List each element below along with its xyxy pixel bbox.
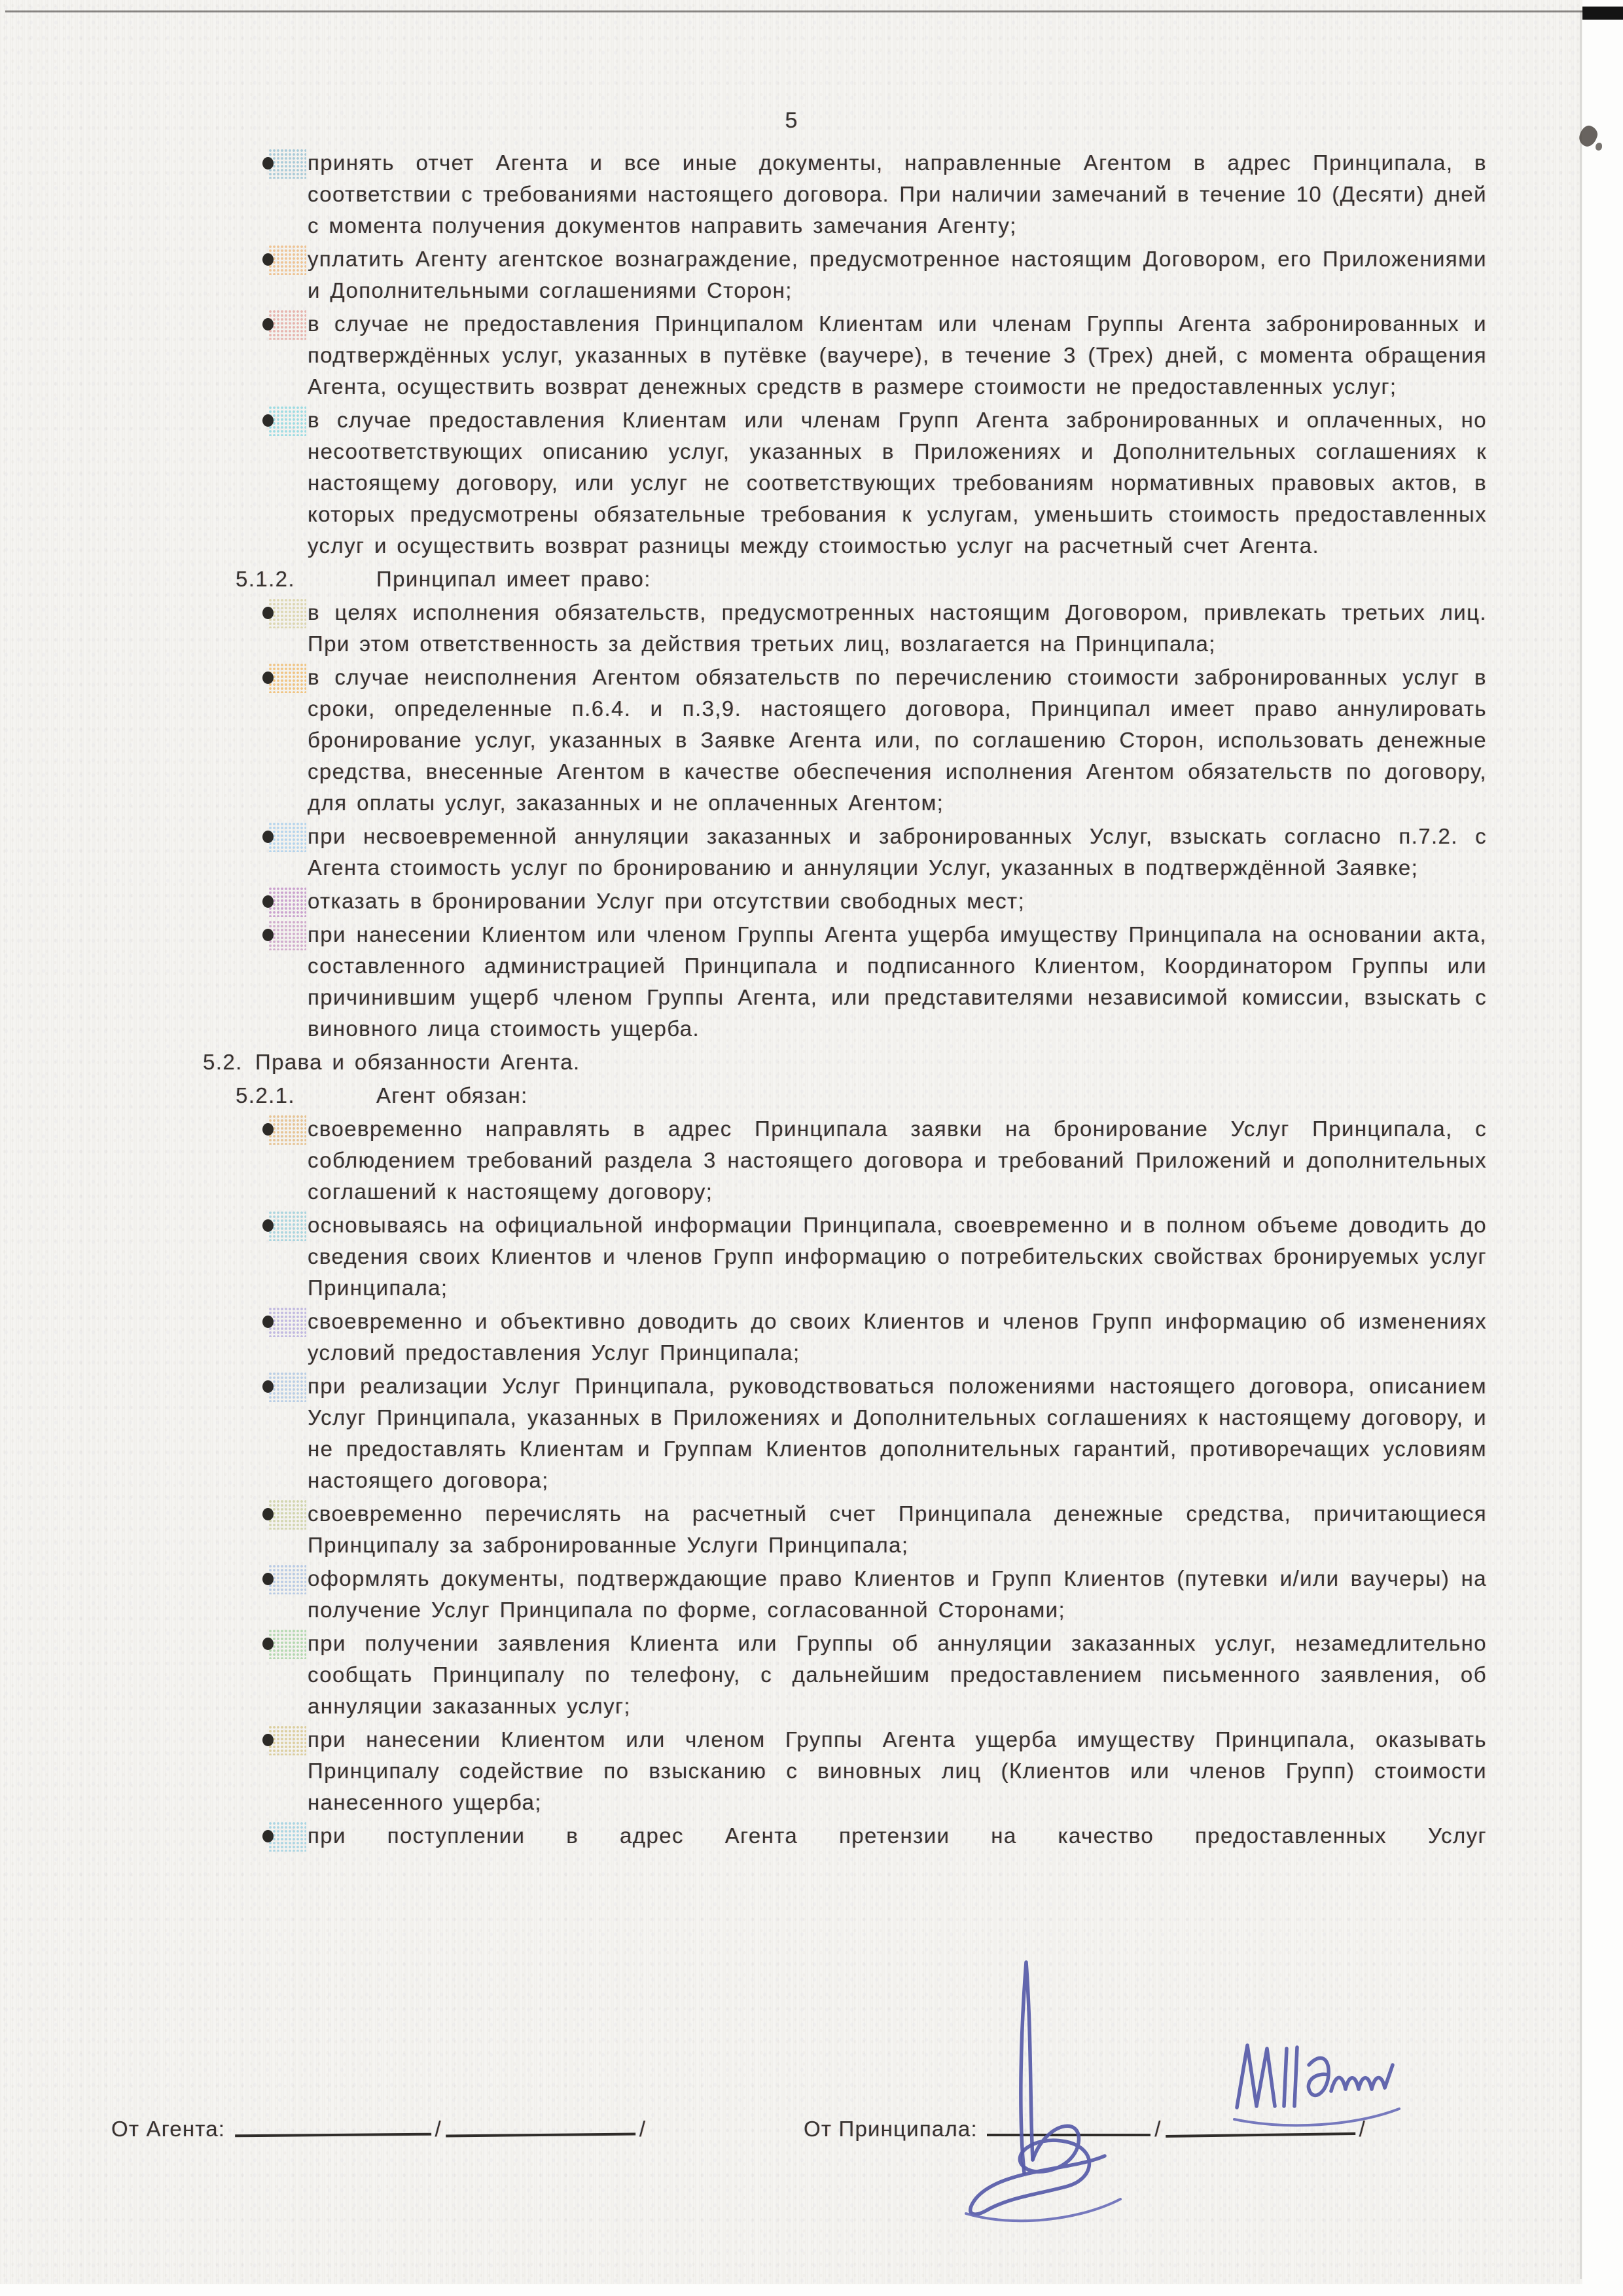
list-item-text: при реализации Услуг Принципала, руководствоваться положениями настоящего договора, описанием Услуг Принципала, указанных в Приложениях и Дополнительных соглашениях к настоящему договору, и не предоставлять Клиентам и Группам Клиентов дополнительных гарантий, противоречащих условиям настоящего договора; bbox=[308, 1374, 1487, 1492]
bullet-highlight-mark bbox=[268, 920, 306, 950]
bullet-highlight-mark bbox=[268, 598, 306, 628]
list-item-text: в случае предоставления Клиентам или членам Групп Агента забронированных и оплаченных, но несоответствующих описанию услуг, указанных в Приложениях и Дополнительных соглашениях к настоящему договору, или услуг не соответствующих требованиям нормативных правовых актов, в которых предусмотрены обязательные требования к услугам, уменьшить стоимость предоставленных услуг и осуществить возврат разницы между стоимостью услуг на расчетный счет Агента. bbox=[308, 408, 1487, 558]
bullet-dot bbox=[262, 414, 274, 427]
section-title: Принципал имеет право: bbox=[376, 567, 651, 591]
bullet-dot bbox=[262, 253, 274, 266]
bullet-highlight-mark bbox=[268, 1629, 306, 1659]
bullet-highlight-mark bbox=[268, 1115, 306, 1145]
bullet-highlight-mark bbox=[268, 1725, 306, 1755]
bullet-highlight-mark bbox=[268, 887, 306, 917]
list-item bbox=[203, 1628, 1487, 1722]
slash-separator: / bbox=[1154, 2117, 1162, 2141]
section-number: 5.2. bbox=[203, 1050, 243, 1074]
bullet-highlight-mark bbox=[268, 1307, 306, 1337]
section-title: Агент обязан: bbox=[376, 1083, 528, 1107]
signature-line bbox=[987, 2111, 1150, 2136]
list-item bbox=[203, 243, 1487, 306]
scan-top-edge-artifact bbox=[5, 10, 1623, 12]
agent-signature-group bbox=[111, 2111, 647, 2142]
bullet-dot bbox=[262, 1830, 274, 1842]
list-item-text: в случае неисполнения Агентом обязательств по перечислению стоимости забронированных услуг в сроки, определенные п.6.4. и п.3,9. настоящего договора, Принципал имеет право аннулировать бронирование услуг, указанных в Заявке Агента или, по соглашению Сторон, использовать денежные средства, внесенные Агентом в качестве обеспечения исполнения Агентом обязательств по договору, для оплаты услуг, заказанных и не оплаченных Агентом; bbox=[308, 665, 1487, 815]
list-item-text: своевременно направлять в адрес Принципала заявки на бронирование Услуг Принципала, с соблюдением требований раздела 3 настоящего договора и требований Приложений и дополнительных соглашений к настоящему договору; bbox=[308, 1117, 1487, 1204]
ink-speck-icon bbox=[1596, 143, 1602, 151]
page-edge-shadow bbox=[1580, 10, 1582, 2279]
list-item bbox=[203, 662, 1487, 819]
bullet-dot bbox=[262, 157, 274, 170]
bullet-dot bbox=[262, 607, 274, 619]
bullet-dot bbox=[262, 929, 274, 941]
list-item bbox=[203, 1498, 1487, 1561]
list-item bbox=[203, 1820, 1487, 1852]
bullet-dot bbox=[262, 831, 274, 843]
bullet-highlight-mark bbox=[268, 149, 306, 179]
list-item bbox=[203, 1113, 1487, 1208]
list-item bbox=[203, 1371, 1487, 1496]
list-item-text: при нанесении Клиентом или членом Группы Агента ущерба имуществу Принципала, оказывать Принципалу содействие по взысканию с виновных лиц (Клиентов или членов Групп) стоимости нанесенного ущерба; bbox=[308, 1727, 1487, 1814]
list-item bbox=[203, 597, 1487, 660]
list-item-text: оформлять документы, подтверждающие право Клиентов и Групп Клиентов (путевки и/или ваучеры) на получение Услуг Принципала по форме, согласованной Сторонами; bbox=[308, 1566, 1487, 1622]
bullet-highlight-mark bbox=[268, 822, 306, 852]
signature-line bbox=[234, 2111, 431, 2138]
list-item bbox=[203, 1724, 1487, 1818]
scan-corner-mark bbox=[1582, 7, 1623, 20]
list-item-text: при получении заявления Клиента или Группы об аннуляции заказанных услуг, незамедлительно сообщать Принципалу по телефону, с дальнейшим предоставлением письменного заявления, об аннуляции заказанных услуг; bbox=[308, 1631, 1487, 1718]
bullet-dot bbox=[262, 1380, 274, 1393]
bullet-highlight-mark bbox=[268, 310, 306, 340]
list-item-text: при несвоевременной аннуляции заказанных и забронированных Услуг, взыскать согласно п.7.2. с Агента стоимость услуг по бронированию и аннуляции Услуг, указанных в подтверждённой Заявке; bbox=[308, 824, 1487, 880]
principal-signature-label: От Принципала: bbox=[804, 2117, 978, 2141]
section-heading bbox=[203, 1080, 1487, 1111]
bullet-dot bbox=[262, 1316, 274, 1328]
section-heading bbox=[203, 564, 1487, 595]
list-item-text: при поступлении в адрес Агента претензии на качество предоставленных Услуг bbox=[308, 1823, 1487, 1848]
page-number: 5 bbox=[785, 108, 798, 133]
list-item bbox=[203, 1210, 1487, 1304]
signature-line bbox=[446, 2110, 635, 2137]
list-item-text: отказать в бронировании Услуг при отсутствии свободных мест; bbox=[308, 889, 1026, 913]
slash-separator: / bbox=[435, 2117, 442, 2141]
bullet-highlight-mark bbox=[268, 245, 306, 275]
signature-line bbox=[1165, 2110, 1355, 2138]
bullet-highlight-mark bbox=[268, 1564, 306, 1594]
bullet-highlight-mark bbox=[268, 663, 306, 693]
list-item-text: в случае не предоставления Принципалом Клиентам или членам Группы Агента забронированных и подтверждённых услуг, указанных в путёвке (ваучере), в течение 3 (Трех) дней, с момента обращения Агента, осуществить возврат денежных средств в размере стоимости не предоставленных услуг; bbox=[308, 312, 1487, 399]
bullet-dot bbox=[262, 318, 274, 331]
list-item bbox=[203, 1563, 1487, 1626]
bullet-highlight-mark bbox=[268, 1211, 306, 1241]
bullet-dot bbox=[262, 895, 274, 908]
bullet-highlight-mark bbox=[268, 406, 306, 436]
bullet-dot bbox=[262, 1508, 274, 1520]
signature-block bbox=[0, 2102, 1623, 2220]
bullet-highlight-mark bbox=[268, 1499, 306, 1530]
contract-text bbox=[203, 145, 1487, 1852]
agent-signature-label: От Агента: bbox=[111, 2117, 226, 2141]
bullet-dot bbox=[262, 1219, 274, 1232]
list-item bbox=[203, 821, 1487, 884]
principal-signature-group bbox=[804, 2111, 1367, 2142]
list-item-text: в целях исполнения обязательств, предусмотренных настоящим Договором, привлекать третьих лиц. При этом ответственность за действия третьих лиц, возлагается на Принципала; bbox=[308, 600, 1487, 656]
bullet-highlight-mark bbox=[268, 1372, 306, 1402]
list-item-text: основываясь на официальной информации Принципала, своевременно и в полном объеме доводить до сведения своих Клиентов и членов Групп информацию о потребительских свойствах бронируемых услуг Принципала; bbox=[308, 1213, 1487, 1300]
list-item-text: уплатить Агенту агентское вознаграждение, предусмотренное настоящим Договором, его Приложениями и Дополнительными соглашениями Сторон; bbox=[308, 247, 1487, 302]
list-item-text: своевременно перечислять на расчетный счет Принципала денежные средства, причитающиеся Принципалу за забронированные Услуги Принципала; bbox=[308, 1501, 1487, 1557]
bullet-dot bbox=[262, 1123, 274, 1136]
bullet-dot bbox=[262, 1573, 274, 1585]
list-item-text: при нанесении Клиентом или членом Группы Агента ущерба имуществу Принципала на основании акта, составленного администрацией Принципала и подписанного Клиентом, Координатором Группы или причинившим ущерб членом Группы Агента, или представителями независимой комиссии, взыскать с виновного лица стоимость ущерба. bbox=[308, 922, 1487, 1041]
list-item bbox=[203, 919, 1487, 1045]
bullet-highlight-mark bbox=[268, 1821, 306, 1852]
slash-separator: / bbox=[1359, 2117, 1366, 2141]
list-item-text: своевременно и объективно доводить до своих Клиентов и членов Групп информацию об изменениях условий предоставления Услуг Принципала; bbox=[308, 1309, 1487, 1365]
list-item bbox=[203, 308, 1487, 403]
list-item-text: принять отчет Агента и все иные документы, направленные Агентом в адрес Принципала, в соответствии с требованиями настоящего договора. При наличии замечаний в течение 10 (Десяти) дней с момента получения документов направить замечания Агенту; bbox=[308, 151, 1487, 238]
list-item bbox=[203, 404, 1487, 562]
bullet-dot bbox=[262, 1734, 274, 1746]
list-item bbox=[203, 886, 1487, 917]
list-item bbox=[203, 1306, 1487, 1369]
section-number: 5.2.1. bbox=[236, 1083, 295, 1107]
list-item bbox=[203, 147, 1487, 242]
bullet-dot bbox=[262, 1638, 274, 1650]
section-heading bbox=[203, 1047, 1487, 1078]
slash-separator: / bbox=[639, 2117, 647, 2141]
section-title: Права и обязанности Агента. bbox=[255, 1050, 580, 1074]
section-number: 5.1.2. bbox=[236, 567, 295, 591]
bullet-dot bbox=[262, 672, 274, 684]
